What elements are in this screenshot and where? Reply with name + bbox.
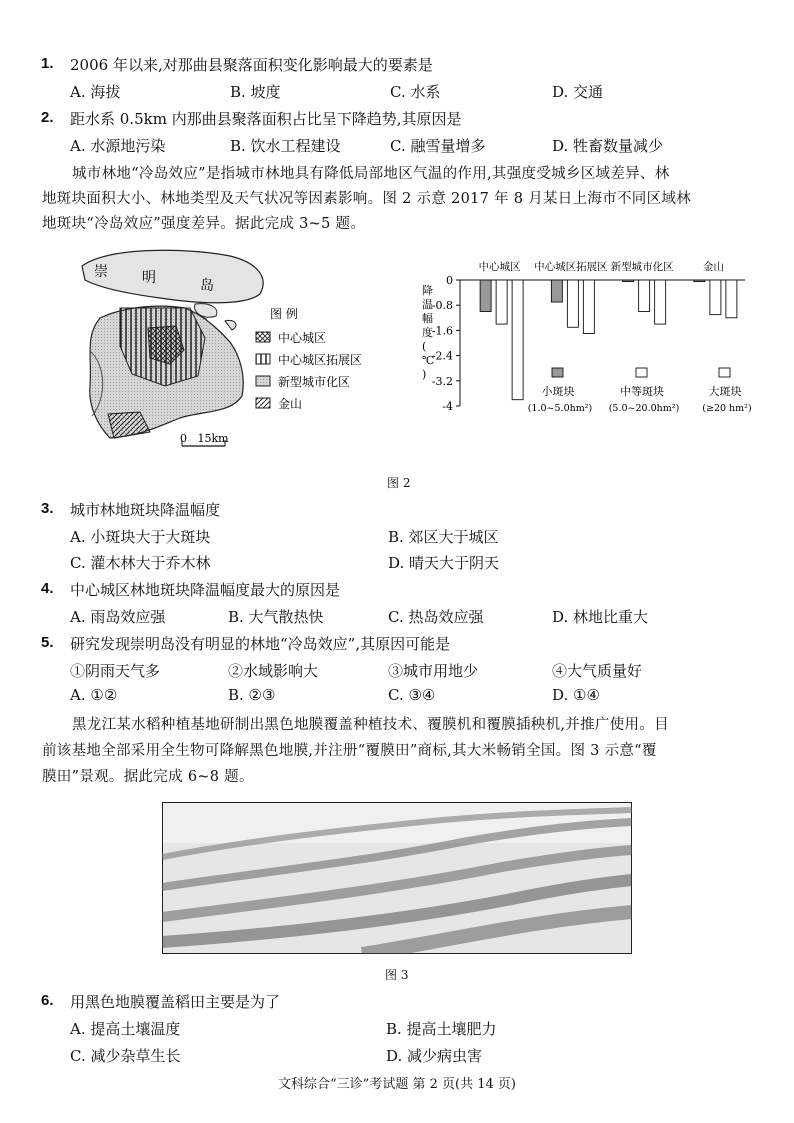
passage2-line1: 黑龙江某水稻种植基地研制出黑色地膜覆盖种植技术、覆膜机和覆膜插秧机,并推广使用。目 <box>72 717 669 733</box>
q3-option-c[interactable]: C. 灌木林大于乔木林 <box>70 554 211 572</box>
chart-bar <box>480 280 491 312</box>
q4-option-d[interactable]: D. 林地比重大 <box>552 608 649 626</box>
chart-legend-swatch <box>719 368 730 377</box>
legend-swatch-extension <box>256 354 270 364</box>
passage2-line2: 前该基地全部采用全生物可降解黑色地膜,并注册“覆膜田”商标,其大米畅销全国。图 3 示意“覆 <box>42 743 657 759</box>
shanghai-map <box>70 246 400 456</box>
q5-option-a[interactable]: A. ①② <box>70 686 118 704</box>
chart-category-label: 金山 <box>702 261 724 273</box>
q4-option-b[interactable]: B. 大气散热快 <box>228 608 324 626</box>
chart-legend-name: 大斑块 <box>708 385 742 398</box>
chart-legend-swatch <box>636 368 647 377</box>
q6-option-a[interactable]: A. 提高土壤温度 <box>70 1020 181 1038</box>
q5-item-3: ③城市用地少 <box>388 662 479 680</box>
chart-category-label: 新型城市化区 <box>610 261 674 273</box>
q5-option-d[interactable]: D. ①④ <box>552 686 600 704</box>
q4-option-c[interactable]: C. 热岛效应强 <box>388 608 484 626</box>
q2-option-a[interactable]: A. 水源地污染 <box>70 137 166 155</box>
q4-option-a[interactable]: A. 雨岛效应强 <box>70 608 166 626</box>
chart-bar <box>655 280 666 324</box>
passage2-line3: 膜田”景观。据此完成 6~8 题。 <box>42 769 254 785</box>
chart-tick-label: -4 <box>442 400 453 413</box>
q5-item-4: ④大气质量好 <box>552 662 643 680</box>
chart-bar <box>639 280 650 312</box>
q1-stem: 2006 年以来,对那曲县聚落面积变化影响最大的要素是 <box>70 56 433 74</box>
chart-ylabel-text: 降温幅度( ℃ ) <box>422 284 435 381</box>
chart-legend-range: (≥20 hm²) <box>702 403 752 414</box>
island-char-2: 明 <box>142 270 156 286</box>
q5-item-1: ①阴雨天气多 <box>70 662 161 680</box>
q4-number: 4. <box>41 580 54 597</box>
fig3-photo <box>162 802 632 954</box>
legend-extension: 中心城区拓展区 <box>278 353 363 367</box>
q2-stem: 距水系 0.5km 内那曲县聚落面积占比呈下降趋势,其原因是 <box>70 110 462 128</box>
q6-option-c[interactable]: C. 减少杂草生长 <box>70 1047 181 1065</box>
chart-tick-label: -0.8 <box>431 299 453 313</box>
q5-option-c[interactable]: C. ③④ <box>388 686 436 704</box>
legend-swatch-new <box>256 376 270 386</box>
chart-tick-label: 0 <box>446 274 453 287</box>
chart-category-label: 中心城区拓展区 <box>534 261 608 273</box>
legend-swatch-jinshan <box>256 398 270 408</box>
q3-stem: 城市林地斑块降温幅度 <box>70 501 221 519</box>
q1-option-c[interactable]: C. 水系 <box>390 83 441 101</box>
chart-legend-range: (5.0~20.0hm²) <box>608 403 680 414</box>
chart-legend-name: 中等斑块 <box>620 385 664 398</box>
fig3-caption: 图 3 <box>385 968 409 982</box>
q1-option-a[interactable]: A. 海拔 <box>70 83 121 101</box>
q2-option-c[interactable]: C. 融雪量增多 <box>390 137 486 155</box>
passage1-line2: 地斑块面积大小、林地类型及天气状况等因素影响。图 2 示意 2017 年 8 月某日上海市不同区域林 <box>42 191 692 207</box>
chart-bar <box>496 280 507 324</box>
chart-tick-label: -1.6 <box>431 324 453 338</box>
q1-number: 1. <box>41 55 54 72</box>
chart-tick-label: -2.4 <box>431 349 453 363</box>
chart-bar <box>512 280 523 400</box>
q6-option-d[interactable]: D. 减少病虫害 <box>386 1047 483 1065</box>
q4-stem: 中心城区林地斑块降温幅度最大的原因是 <box>70 581 341 599</box>
q2-number: 2. <box>41 109 54 126</box>
chart-bar <box>623 280 634 282</box>
q3-option-b[interactable]: B. 郊区大于城区 <box>388 528 499 546</box>
chart-legend-swatch <box>552 368 563 377</box>
chongming-island <box>82 250 263 302</box>
q5-item-2: ②水域影响大 <box>228 662 319 680</box>
q1-option-b[interactable]: B. 坡度 <box>230 83 281 101</box>
island-char-3: 岛 <box>200 278 214 294</box>
island-char-1: 崇 <box>94 264 108 280</box>
q1-option-d[interactable]: D. 交通 <box>552 83 604 101</box>
q6-stem: 用黑色地膜覆盖稻田主要是为了 <box>70 993 281 1011</box>
chart-bar <box>567 280 578 327</box>
q6-number: 6. <box>41 992 54 1009</box>
chart-legend-name: 小斑块 <box>541 385 575 398</box>
q5-stem: 研究发现崇明岛没有明显的林地“冷岛效应”,其原因可能是 <box>70 635 451 653</box>
chart-bar <box>726 280 737 318</box>
legend-title: 图 例 <box>270 307 298 321</box>
legend-central: 中心城区 <box>278 331 327 345</box>
chart-bar <box>551 280 562 302</box>
q5-number: 5. <box>41 634 54 651</box>
passage1-line1: 城市林地“冷岛效应”是指城市林地具有降低局部地区气温的作用,其强度受城乡区域差异、林 <box>72 166 670 182</box>
legend-jinshan: 金山 <box>278 397 303 411</box>
page-footer: 文科综合“三诊”考试题 第 2 页(共 14 页) <box>278 1077 516 1092</box>
chart-bar <box>710 280 721 315</box>
fig2-caption: 图 2 <box>387 476 411 490</box>
chart-tick-label: -3.2 <box>431 374 453 388</box>
map-scale: 0 15km <box>180 432 229 445</box>
legend-new: 新型城市化区 <box>278 375 351 389</box>
legend-swatch-central <box>256 332 270 342</box>
q3-option-d[interactable]: D. 晴天大于阴天 <box>388 554 500 572</box>
passage1-line3: 地斑块“冷岛效应”强度差异。据此完成 3~5 题。 <box>42 216 366 232</box>
q2-option-d[interactable]: D. 牲畜数量减少 <box>552 137 664 155</box>
chart-bar <box>694 280 705 282</box>
q6-option-b[interactable]: B. 提高土壤肥力 <box>386 1020 497 1038</box>
q5-option-b[interactable]: B. ②③ <box>228 686 276 704</box>
cooling-chart <box>410 254 755 424</box>
q3-option-a[interactable]: A. 小斑块大于大斑块 <box>70 528 211 546</box>
q2-option-b[interactable]: B. 饮水工程建设 <box>230 137 341 155</box>
chart-legend-range: (1.0~5.0hm²) <box>527 403 593 414</box>
q3-number: 3. <box>41 500 54 517</box>
chart-category-label: 中心城区 <box>478 261 521 273</box>
chart-bar <box>583 280 594 334</box>
